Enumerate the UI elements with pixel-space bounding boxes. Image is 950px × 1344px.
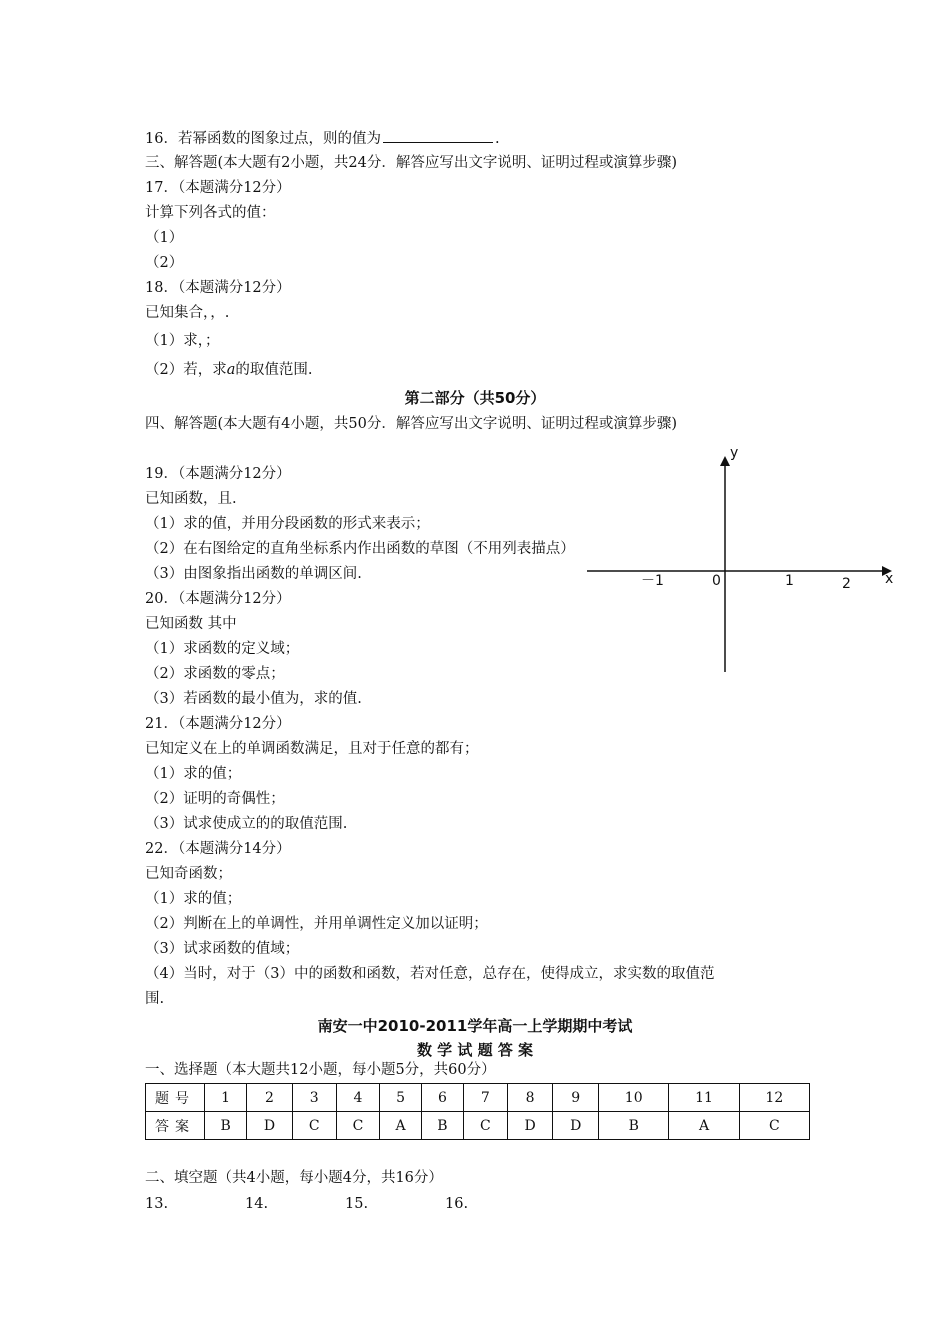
fill-13: 13. <box>145 1196 169 1212</box>
table-cell: 4 <box>336 1084 380 1112</box>
table-cell: 7 <box>464 1084 508 1112</box>
q18-part2-end: 的取值范围. <box>235 362 313 378</box>
table-cell: 6 <box>421 1084 463 1112</box>
q22-part4: （4）当时，对于（3）中的函数和函数，若对任意，总存在，使得成立，求实数的取值范 <box>145 966 715 982</box>
table-cell: A <box>380 1112 422 1140</box>
q22-part1: （1）求的值； <box>145 891 242 907</box>
row-header-answer: 答案 <box>146 1112 205 1140</box>
q20-part3: （3）若函数的最小值为，求的值. <box>145 691 362 707</box>
table-cell: D <box>553 1112 599 1140</box>
table-cell: 9 <box>553 1084 599 1112</box>
answer-title: 南安一中2010-2011学年高一上学期期中考试 <box>317 1017 633 1035</box>
q20-desc: 已知函数 其中 <box>145 616 237 632</box>
table-cell: B <box>599 1112 669 1140</box>
q16-end: . <box>494 131 500 147</box>
answer-subtitle: 数 学 试 题 答 案 <box>416 1041 534 1059</box>
section-3-heading: 三、解答题(本大题有2小题，共24分．解答应写出文字说明、证明过程或演算步骤) <box>145 155 677 171</box>
tick-label-1: 1 <box>785 573 794 589</box>
q17-title: 17．（本题满分12分） <box>145 180 291 196</box>
table-cell: C <box>739 1112 809 1140</box>
section-4-heading: 四、解答题(本大题有4小题，共50分．解答应写出文字说明、证明过程或演算步骤) <box>145 416 677 432</box>
table-cell: B <box>421 1112 463 1140</box>
q17-desc: 计算下列各式的值： <box>145 205 276 221</box>
q19-part1: （1）求的值，并用分段函数的形式来表示； <box>145 516 430 532</box>
q21-part2: （2）证明的奇偶性； <box>145 791 285 807</box>
answer-section-1: 一、选择题（本大题共12小题，每小题5分，共60分） <box>145 1062 496 1078</box>
table-row-numbers <box>146 1084 810 1112</box>
q18-desc: 已知集合，，. <box>145 305 230 321</box>
origin-label: 0 <box>712 573 721 589</box>
q20-part1: （1）求函数的定义域； <box>145 641 300 657</box>
q16-text: 16．若幂函数的图象过点，则的值为 <box>145 131 381 147</box>
table-cell: D <box>247 1112 293 1140</box>
q18-part1: （1）求，； <box>145 333 220 349</box>
q21-title: 21．（本题满分12分） <box>145 716 291 732</box>
q22-desc: 已知奇函数； <box>145 866 232 882</box>
q16-line <box>145 128 500 149</box>
table-cell: D <box>507 1112 553 1140</box>
table-cell: C <box>464 1112 508 1140</box>
q16-blank <box>383 128 493 143</box>
table-cell: B <box>205 1112 247 1140</box>
tick-label-2: 2 <box>842 576 851 592</box>
q22-part3: （3）试求函数的值域； <box>145 941 300 957</box>
table-row-answers <box>146 1112 810 1140</box>
q21-part3: （3）试求使成立的的取值范围. <box>145 816 348 832</box>
table-cell: 10 <box>599 1084 669 1112</box>
q20-title: 20．（本题满分12分） <box>145 591 291 607</box>
table-cell: 2 <box>247 1084 293 1112</box>
row-header-number: 题号 <box>146 1084 205 1112</box>
q19-desc: 已知函数，且. <box>145 491 237 507</box>
table-cell: 3 <box>292 1084 336 1112</box>
tick-label-neg1: －1 <box>641 573 664 589</box>
table-cell: 11 <box>669 1084 739 1112</box>
q22-part2: （2）判断在上的单调性，并用单调性定义加以证明； <box>145 916 488 932</box>
q18-variable: a <box>226 362 236 378</box>
q17-part1: （1） <box>145 230 184 246</box>
part-2-heading: 第二部分（共50分） <box>404 389 546 407</box>
q19-title: 19．（本题满分12分） <box>145 466 291 482</box>
q21-desc: 已知定义在上的单调函数满足，且对于任意的都有； <box>145 741 479 757</box>
q18-title: 18．（本题满分12分） <box>145 280 291 296</box>
x-axis-label: x <box>885 571 894 587</box>
table-cell: A <box>669 1112 739 1140</box>
fill-14: 14. <box>245 1196 269 1212</box>
answer-section-2: 二、填空题（共4小题，每小题4分，共16分） <box>145 1170 443 1186</box>
q21-part1: （1）求的值； <box>145 766 242 782</box>
q19-part3: （3）由图象指出函数的单调区间. <box>145 566 362 582</box>
y-axis-label: y <box>730 445 739 461</box>
fill-blank-row <box>145 1194 545 1214</box>
table-cell: 1 <box>205 1084 247 1112</box>
q22-part4-cont: 围. <box>145 991 165 1007</box>
table-cell: C <box>292 1112 336 1140</box>
table-cell: 12 <box>739 1084 809 1112</box>
q18-part2-text: （2）若，求 <box>145 362 227 378</box>
q19-part2: （2）在右图给定的直角坐标系内作出函数的草图（不用列表描点） <box>145 541 575 557</box>
answer-table <box>145 1083 810 1140</box>
q20-part2: （2）求函数的零点； <box>145 666 285 682</box>
table-cell: 8 <box>507 1084 553 1112</box>
fill-16: 16. <box>445 1196 469 1212</box>
q17-part2: （2） <box>145 255 184 271</box>
q18-part2 <box>145 360 313 380</box>
q22-title: 22．（本题满分14分） <box>145 841 291 857</box>
table-cell: C <box>336 1112 380 1140</box>
fill-15: 15. <box>345 1196 369 1212</box>
coordinate-axes-diagram <box>585 440 905 680</box>
table-cell: 5 <box>380 1084 422 1112</box>
